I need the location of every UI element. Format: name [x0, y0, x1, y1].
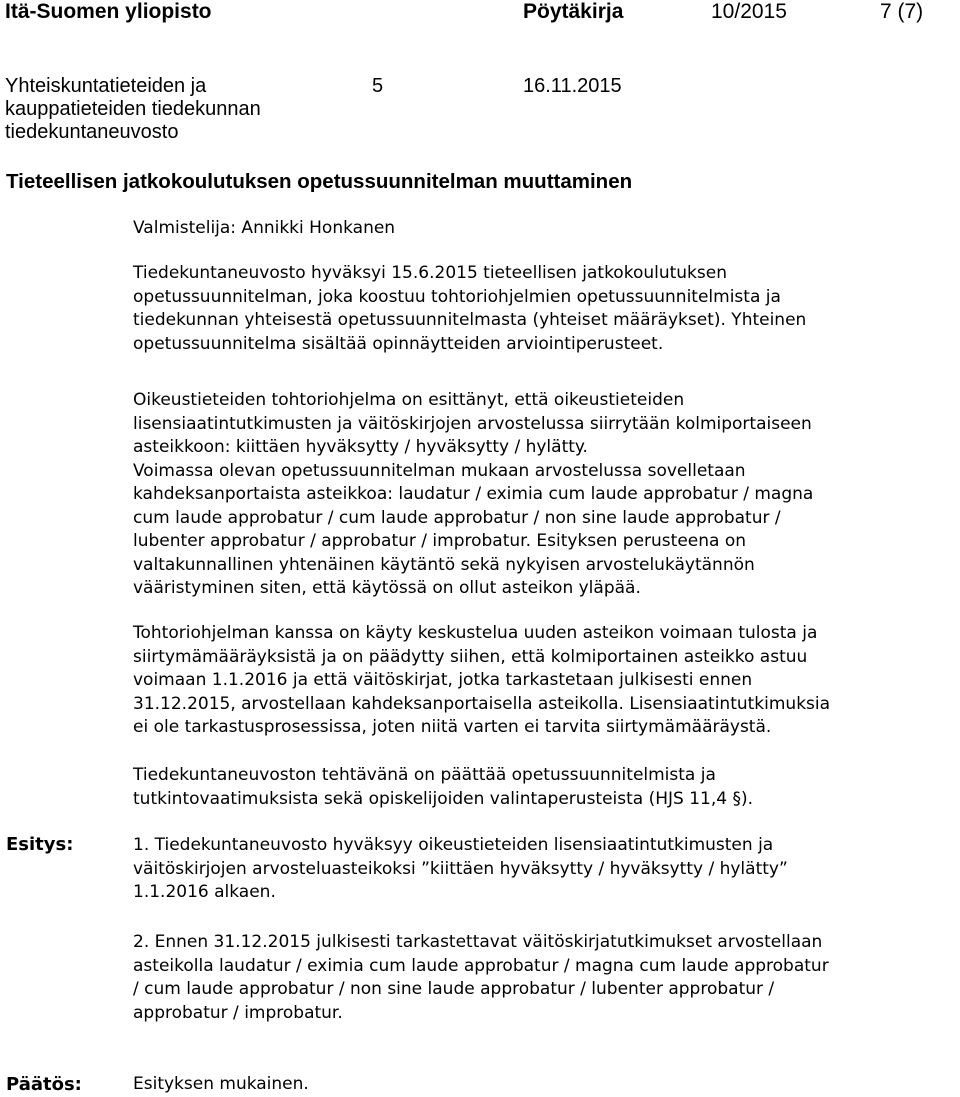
- document-number: 10/2015: [711, 0, 787, 23]
- paragraph: [133, 622, 959, 740]
- page-number: 7 (7): [880, 0, 924, 23]
- decision-label: Päätös:: [6, 1074, 82, 1095]
- proposal-item: [133, 931, 959, 1025]
- text-line: opetussuunnitelma sisältää opinnäytteiden arviointiperusteet.: [133, 333, 664, 354]
- text-line: asteikkoon: kiittäen hyväksytty / hyväksytty / hylätty.: [133, 437, 588, 457]
- text-line: Tiedekuntaneuvosto hyväksyi 15.6.2015 tieteellisen jatkokoulutuksen: [133, 263, 727, 283]
- text-line: valtakunnallinen yhtenäinen käytäntö sekä nykyisen arvostelukäytännön: [133, 554, 755, 575]
- text-line: kahdeksanportaista asteikkoa: laudatur / eximia cum laude approbatur / magna: [133, 484, 814, 504]
- text-line: 1.1.2016 alkaen.: [133, 882, 276, 902]
- issuer-block: [5, 75, 261, 144]
- decision-text: Esityksen mukainen.: [133, 1074, 309, 1094]
- text-line: Tiedekuntaneuvoston tehtävänä on päättää opetussuunnitelmista ja: [133, 765, 716, 785]
- text-line: voimaan 1.1.2016 ja että väitöskirjat, jotka tarkastetaan julkisesti ennen: [133, 670, 753, 690]
- text-line: 1. Tiedekuntaneuvosto hyväksyy oikeustieteiden lisensiaatintutkimusten ja: [133, 835, 774, 855]
- proposal-item: [133, 834, 959, 905]
- text-line: Voimassa olevan opetussuunnitelman mukaan arvostelussa sovelletaan: [133, 460, 746, 481]
- page-title: Tieteellisen jatkokoulutuksen opetussuunnitelman muuttaminen: [6, 170, 633, 193]
- text-line: opetussuunnitelman, joka koostuu tohtoriohjelmien opetussuunnitelmista ja: [133, 286, 781, 307]
- section-number: 5: [372, 75, 384, 97]
- text-line: lisensiaatintutkimusten ja väitöskirjojen arvostelussa siirrytään kolmiportaiseen: [133, 413, 812, 434]
- paragraph: [133, 262, 959, 356]
- proposal-label: Esitys:: [6, 834, 74, 855]
- text-line: Tohtoriohjelman kanssa on käyty keskustelua uuden asteikon voimaan tulosta ja: [133, 623, 818, 643]
- text-line: lubenter approbatur / approbatur / improbatur. Esityksen perusteena on: [133, 531, 747, 551]
- organization-name: Itä-Suomen yliopisto: [5, 0, 212, 23]
- text-line: väitöskirjojen arvosteluasteikoksi ”kiittäen hyväksytty / hyväksytty / hylätty”: [133, 858, 788, 879]
- issuer-line: kauppatieteiden tiedekunnan: [5, 98, 261, 120]
- text-line: vääristyminen siten, että käytössä on ollut asteikon yläpää.: [133, 578, 641, 598]
- meeting-date: 16.11.2015: [523, 75, 622, 97]
- issuer-line: Yhteiskuntatieteiden ja: [5, 75, 207, 97]
- text-line: ei ole tarkastusprosessissa, joten niitä varten ei tarvita siirtymämääräystä.: [133, 717, 772, 737]
- text-line: 2. Ennen 31.12.2015 julkisesti tarkastettavat väitöskirjatutkimukset arvostellaan: [133, 932, 823, 952]
- text-line: tiedekunnan yhteisestä opetussuunnitelmasta (yhteiset määräykset). Yhteinen: [133, 310, 807, 330]
- text-line: tutkintovaatimuksista sekä opiskelijoiden valintaperusteista (HJS 11,4 §).: [133, 788, 754, 809]
- preparer: Valmistelija: Annikki Honkanen: [133, 218, 396, 238]
- text-line: siirtymämääräyksistä ja on päädytty siihen, että kolmiportainen asteikko astuu: [133, 646, 808, 667]
- paragraph: [133, 764, 959, 811]
- text-line: Oikeustieteiden tohtoriohjelma on esittänyt, että oikeustieteiden: [133, 390, 685, 410]
- paragraph: [133, 389, 959, 601]
- text-line: asteikolla laudatur / eximia cum laude approbatur / magna cum laude approbatur: [133, 955, 829, 976]
- text-line: approbatur / improbatur.: [133, 1002, 343, 1023]
- document-type: Pöytäkirja: [523, 0, 624, 23]
- text-line: 31.12.2015, arvostellaan kahdeksanportaisella asteikolla. Lisensiaatintutkimuksia: [133, 693, 831, 714]
- issuer-line: tiedekuntaneuvosto: [5, 121, 179, 143]
- text-line: cum laude approbatur / cum laude approbatur / non sine laude approbatur /: [133, 507, 781, 528]
- text-line: / cum laude approbatur / non sine laude approbatur / lubenter approbatur /: [133, 979, 775, 999]
